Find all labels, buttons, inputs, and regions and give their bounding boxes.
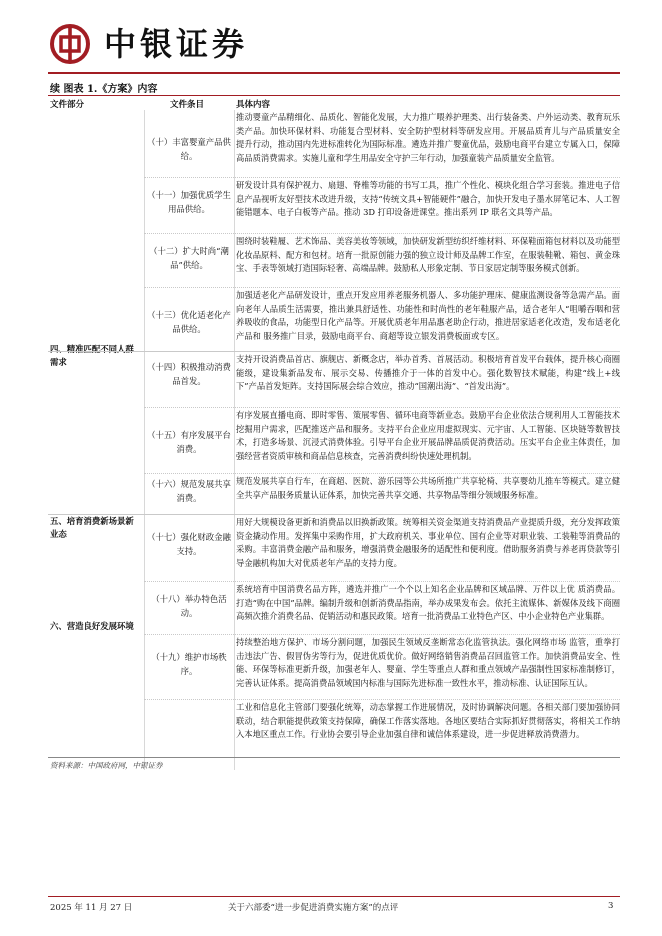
item-content: 用好大规模设备更新和消费品以旧换新政策。统筹相关资金渠道支持消费品产业提质升级，充分发挥政策资金撬动作用。发挥集中采购作用，扩大政府机关、事业单位、国有企业等对职业装、工装鞋等消费品的采购。丰富消费金融产品和服务，增强消费金融服务的适配性和便利度。借助服务消费与养老再贷款等引导金融机构加大对优质老年产品的支持力度。 <box>236 517 620 568</box>
item-content: 系统培育中国消费名品方阵，遴选并推广一个个以上知名企业品牌和区域品牌、万件以上优 质消费品。打造“购在中国”品牌。编制升级和创新消费品指南，举办成果发布会。依托主流媒体、新媒体及线下商圈高频次推介消费名品、促销活动和惠民政策。培育一批消费品工业特色产区、中小企业特色产业集群。 <box>236 584 620 622</box>
source-divider <box>48 757 620 758</box>
item-label: （十一）加强优质学生用品供给。 <box>147 190 231 214</box>
row-divider <box>144 581 620 582</box>
closing-content: 工业和信息化主管部门要强化统筹，动态掌握工作进展情况，及时协调解决问题。各相关部门要加强协同联动，结合职能提供政策支持保障，确保工作落实落地。各地区要结合实际抓好贯彻落实，将相关工作纳入本地区重点工作。行业协会要引导企业加强自律和诚信体系建设，进一步促进释放消费潜力。 <box>236 702 620 740</box>
header-divider <box>48 72 620 74</box>
item-content: 推动婴童产品精细化、品质化、智能化发展，大力推广喂养护理类、出行装备类、户外运动类、教育玩乐类产品。加快环保材料、功能复合型材料、安全防护型材料等研发应用。开展品质育儿与产品质量安全 提升行动，推动国内先进标准转化为国际标准。遴选并推广婴童优品，鼓励电商平台建立专属入口，保障高品质消费需求。实施儿童和学生用品安全守护三年行动，加强童装产品质量安全监管。 <box>236 112 620 163</box>
table-title: 续 图表 1.《方案》内容 <box>50 84 158 95</box>
plan-content-table <box>48 96 620 740</box>
item-content: 加强适老化产品研发设计，重点开发应用养老服务机器人、多功能护理床、健康监测设备等急需产品。面向老年人品质生活需要，推出兼具舒适性、功能性和时尚性的老年鞋服产品，适合老年人“咀嚼吞咽和营养吸收的食品，功能型日化产品等。开展优质老年用品惠老助企行动，推进居家适老化改造，发布适老化产品和 服务推广目录，鼓励电商平台、商超等设立银发消费板面或专区。 <box>236 290 620 341</box>
item-label: （十三）优化适老化产品供给。 <box>147 310 231 334</box>
section-part-4: 四、精准匹配不同人群需求 <box>50 344 134 367</box>
table-header-row <box>48 96 620 110</box>
page-number: 3 <box>608 901 614 911</box>
section-part-6: 六、营造良好发展环境 <box>50 621 134 631</box>
column-header-item: 文件条目 <box>170 100 205 110</box>
footer-date: 2025 年 11 月 27 日 <box>50 903 133 913</box>
source-note: 资料来源：中国政府网，中银证券 <box>50 761 163 770</box>
item-content: 规范发展共享自行车，在商超、医院、游乐园等公共场所推广共享轮椅、共享婴幼儿推车等模式。建立健全共享产品服务质量认证体系，加快完善共享交通、共享物品等细分领域服务标准。 <box>236 476 620 500</box>
column-header-content: 具体内容 <box>236 100 271 110</box>
item-content: 围绕时装鞋履、艺术饰品、美容美妆等领域，加快研发新型纺织纤维材料、环保鞋面箱包材料以及功能型化妆品原料、配方和包材。培育一批原创能力强的独立设计师及品牌工作室，在服装鞋靴、箱包、黄金珠宝、手表等领域打造国际轻奢、高端品牌。鼓励私人形象定制、节日家居定制等服务模式创新。 <box>236 236 620 274</box>
item-content: 研发设计具有保护视力、扇翅、脊椎等功能的书写工具，推广个性化、模块化组合学习套装。推进电子信息产品视听友好型技术改进升级，支持“传统文具+智能硬件”融合，加快开发电子墨水屏笔记本、人工智能错题本、电子白板等产品。推动 3D 打印设备进课堂。推出系列 IP 联名文具等产品。 <box>236 180 620 218</box>
brand-name: 中银证券 <box>104 25 249 63</box>
footer-divider <box>48 896 620 897</box>
item-label: （十）丰富婴童产品供给。 <box>147 137 231 161</box>
item-label: （十四）积极推动消费品首发。 <box>147 362 231 386</box>
row-divider <box>144 233 620 234</box>
section-divider <box>48 514 620 515</box>
item-content: 有序发展直播电商、即时零售、策展零售、循环电商等新业态。鼓励平台企业依法合规利用人工智能技术挖掘用户需求，匹配推送产品和服务。支持平台企业应用虚拟现实、元宇宙、人工智能、区块链等数智技术，打造多场景、沉浸式消费体验。引导平台企业开展品牌品质促消费活动。压实平台企业主体责任，加强经营者资质审核和商品信息核查，完善消费纠纷快速处理机制。 <box>236 410 620 461</box>
item-label: （十八）举办特色活动。 <box>151 594 227 618</box>
item-content: 支持开设消费品首店、旗舰店、新概念店，举办首秀、首展活动。积极培育首发平台载体，提升核心商圈能级，建设集新品发布、展示交易、传播推介于一体的首发中心。强化数智技术赋能，构建“线上+线下”产品首发矩阵。支持国际展会综合效应，推动“国潮出海”、“首发出海”。 <box>236 354 620 392</box>
page-header <box>48 22 618 74</box>
column-header-part: 文件部分 <box>50 100 85 110</box>
item-content: 持续整治地方保护、市场分割问题，加强民生领域反垄断常态化监管执法。强化网络市场 监管，重拳打击违法广告、假冒伪劣等行为，促进优质优价。做好网络销售消费品召回监管工作。加快消费品安全、性能、环保等标准更新升级，加强老年人、婴童、学生等重点人群和重点领域产品强制性国家标准制修订，完善认证体系。提高消费品领域国内标准与国际先进标准一致性水平，推动标准、认证国际互认。 <box>236 637 620 688</box>
item-label: （十二）扩大时尚“潮品”供给。 <box>149 246 229 270</box>
footer-doc-title: 关于六部委“进一步促进消费实施方案”的点评 <box>228 903 399 913</box>
column-divider <box>144 110 145 770</box>
row-divider <box>144 699 620 700</box>
item-label: （十六）规范发展共享消费。 <box>147 479 231 503</box>
bank-of-china-logo-icon <box>50 24 90 64</box>
row-divider <box>144 177 620 178</box>
section-divider <box>48 351 620 352</box>
row-divider <box>144 473 620 474</box>
item-label: （十七）强化财政金融支持。 <box>147 532 231 556</box>
row-divider <box>144 407 620 408</box>
row-divider <box>144 634 620 635</box>
row-divider <box>144 287 620 288</box>
item-label: （十九）维护市场秩序。 <box>151 652 227 676</box>
item-label: （十五）有序发展平台消费。 <box>147 430 231 454</box>
column-divider <box>234 110 235 770</box>
section-part-5: 五、培育消费新场景新业态 <box>50 516 134 539</box>
